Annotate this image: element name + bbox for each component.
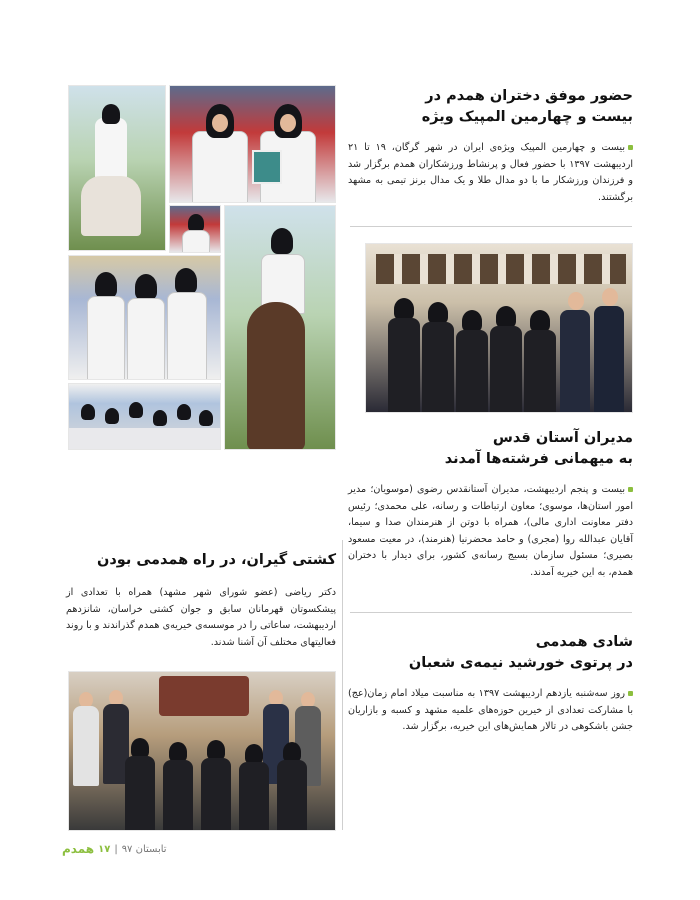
article-paralympic-body bbox=[348, 140, 633, 206]
photo-small-athlete bbox=[169, 205, 221, 253]
article-shabaan bbox=[348, 632, 633, 736]
title-line-1: مدیران آستان قدس bbox=[492, 430, 633, 446]
article-paralympic bbox=[348, 86, 633, 206]
column-divider bbox=[342, 540, 343, 830]
title-line-2: بیست و چهارمین المپیک ویژه bbox=[421, 109, 633, 126]
divider bbox=[350, 612, 632, 613]
footer-separator: | bbox=[114, 843, 118, 855]
photo-team-stadium bbox=[68, 255, 221, 380]
article-wrestling-title: کشتی گیران، در راه همدمی بودن bbox=[96, 552, 336, 568]
title-line-1: حضور موفق دختران همدم در bbox=[425, 88, 633, 104]
article-shabaan-title bbox=[348, 632, 633, 674]
bullet-icon bbox=[628, 487, 633, 492]
article-wrestling bbox=[66, 550, 336, 651]
body-text: بیست و چهارمین المپیک ویژه‌ی ایران در شهر گرگان، ۱۹ تا ۲۱ اردیبهشت ۱۳۹۷ با حضور فعال و پرنشاط ورزشکاران همدم برگزار شد و فرزندان ورزشکار ما با دو مدال طلا و یک مدال برنز تیمی به مشهد برگشتند. bbox=[348, 142, 634, 203]
footer-season: تابستان ۹۷ bbox=[121, 843, 167, 855]
body-text: روز سه‌شنبه یازدهم اردیبهشت ۱۳۹۷ به مناسبت میلاد امام زمان(عج) با مشارکت تعدادی از خیرین حوزه‌های علمیه مشهد و کسبه و بازاریان جشن باشکوهی در تالار همایش‌های این خیریه، برگزار شد. bbox=[348, 688, 633, 733]
article-shabaan-body bbox=[348, 686, 633, 736]
title-line-2: به میهمانی فرشته‌ها آمدند bbox=[444, 451, 633, 468]
title-line-2: در پرتوی خورشید نیمه‌ی شعبان bbox=[408, 655, 633, 672]
title-line-1: شادی همدمی bbox=[535, 634, 633, 650]
page-footer bbox=[62, 842, 167, 856]
article-paralympic-title bbox=[348, 86, 633, 128]
bullet-icon bbox=[628, 145, 633, 150]
photo-wrestlers-group bbox=[68, 671, 336, 831]
bullet-icon bbox=[628, 691, 633, 696]
photo-astan-managers bbox=[365, 243, 633, 413]
photo-horse-closeup bbox=[224, 205, 336, 450]
photo-equestrian-rider bbox=[68, 85, 166, 251]
article-astan bbox=[348, 428, 633, 581]
article-wrestling-body: دکتر ریاضی (عضو شورای شهر مشهد) همراه با تعدادی از پیشکسوتان قهرمانان سابق و جوان کشتی خراسان، شانزدهم اردیبهشت، ساعاتی را در موسسه‌ی خیریه‌ی همدم گذراندند و با روند فعالیتهای مختلف آن آشنا شدند. bbox=[66, 587, 336, 648]
body-text: بیست و پنجم اردیبهشت، مدیران آستانقدس رضوی (موسویان؛ مدیر امور استان‌ها، موسوی؛ معاون ارتباطات و رسانه، علی محمدی؛ رئیس دفتر معاونت اداری مالی)، همراه با دوتن از هنرمندان صدا و سیما، آقایان عبدالله روا (مجری) و حامد محضرنیا (هنرمند)، در معیت مسعود بصیری؛ مسئول سازمان بسیج رسانه‌ی کشور، برای دیدار با دختران همدم، به این خیریه آمدند. bbox=[348, 484, 633, 578]
divider bbox=[350, 226, 632, 227]
article-astan-title bbox=[348, 428, 633, 470]
photo-ceremony-crowd bbox=[68, 383, 221, 450]
article-astan-body bbox=[348, 482, 633, 581]
brand-logo: همدم bbox=[62, 842, 95, 856]
photo-medal-winners bbox=[169, 85, 336, 203]
page-number: ۱۷ bbox=[98, 843, 111, 855]
